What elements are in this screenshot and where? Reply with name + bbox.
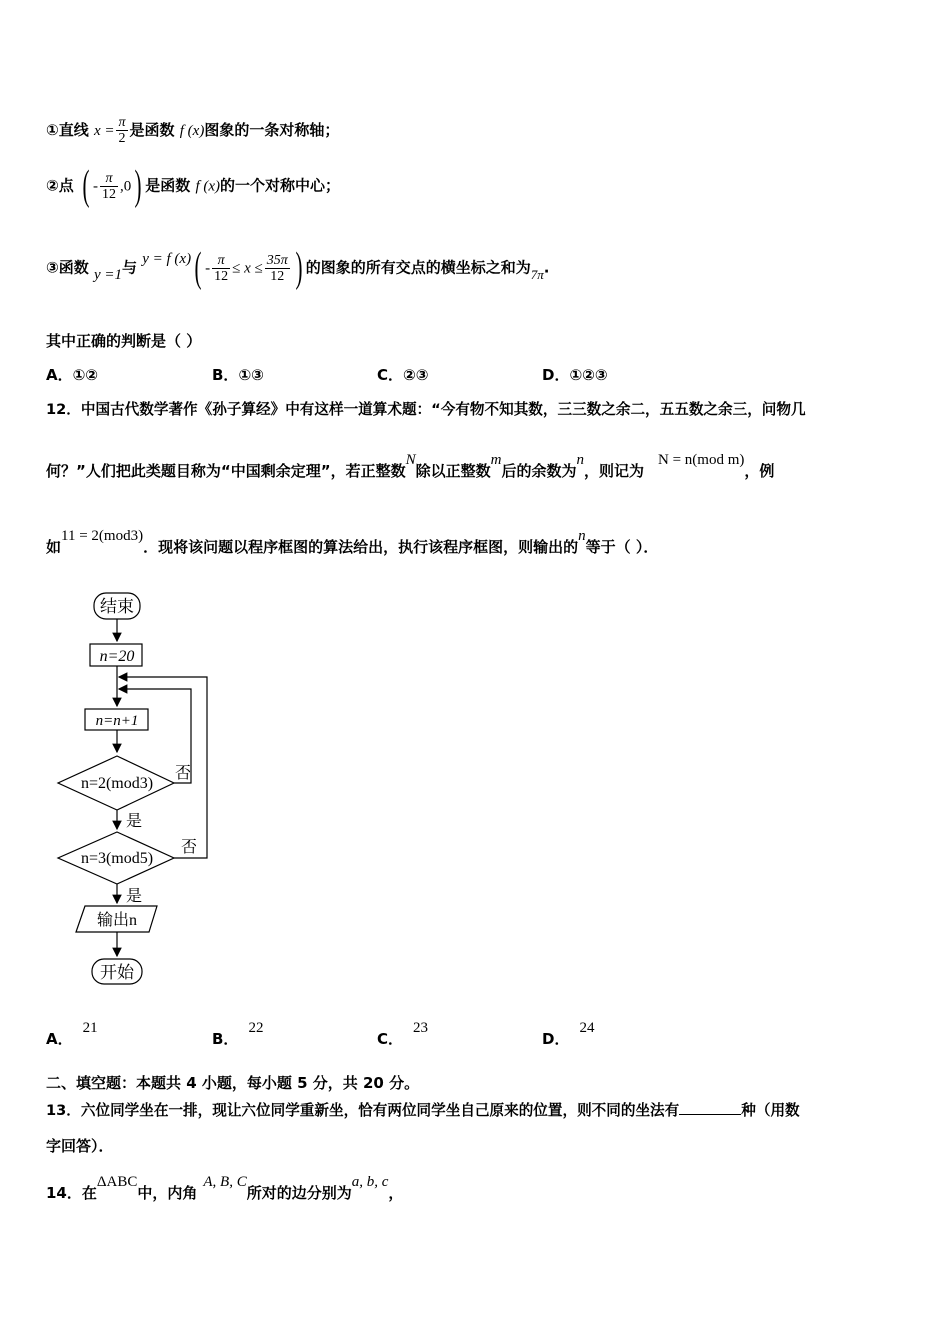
q12-option-b[interactable]: B．22 (212, 1020, 264, 1048)
q11-question: 其中正确的判断是（ ） (46, 332, 202, 350)
no-label-1: 否 (175, 765, 192, 782)
q12-line-3: 如11 = 2(mod3)．现将该问题以程序框图的算法给出，执行该程序框图，则输出的n等于（ ）． (46, 528, 659, 556)
q13-line-1: 13．六位同学坐在一排，现让六位同学重新坐，恰有两位同学坐自己原来的位置，则不同的坐法有 种（用数 (46, 1102, 800, 1119)
increment-label: n=n+1 (95, 713, 139, 729)
q11-option-a[interactable]: A．①② (46, 366, 99, 384)
q13-line-2: 字回答）． (46, 1137, 114, 1155)
start-label: 结束 (100, 597, 134, 616)
left-paren: ( (82, 163, 90, 209)
statement-1: ①直线 x = $\frac{\pi}{2}$ 是函数 f (x)图象的一条对称轴； (46, 115, 340, 146)
statement-2: ②点 ( - $\frac{\pi}{12}$ ,0) 是函数 f (x)的一个对称中心； (46, 163, 341, 209)
q11-option-b[interactable]: B．①③ (212, 366, 264, 384)
q12-line-2: 何？”人们把此类题目称为“中国剩余定理”，若正整数N除以正整数m后的余数为n，则记为N = n(mod m)，例 (46, 452, 775, 480)
q11-option-d[interactable]: D．①②③ (542, 366, 608, 384)
answer-blank[interactable] (679, 1100, 741, 1115)
statement-3: ③函数 y =1与 y = f (x)( - $\frac{\pi}{12}$ ≤ x ≤ $\frac{35\pi}{12}$ ) 的图象的所有交点的横坐标之和为7π. (46, 245, 550, 291)
yes-label-1: 是 (126, 813, 143, 830)
fraction-pi-2: $\frac{\pi}{2}$ (118, 115, 126, 146)
q12-option-c[interactable]: C．23 (377, 1020, 429, 1048)
loop-back-line-2 (119, 677, 207, 858)
q14-line: 14．在ΔABC中，内角A, B, C所对的边分别为a, b, c， (46, 1174, 404, 1202)
init-label: n=20 (99, 648, 135, 665)
q11-option-c[interactable]: C．②③ (377, 366, 429, 384)
section-2-heading: 二、填空题：本题共 4 小题，每小题 5 分，共 20 分。 (46, 1074, 420, 1092)
q12-option-a[interactable]: A．21 (46, 1020, 98, 1048)
marker-3: ③ (46, 258, 59, 277)
marker-2: ② (46, 176, 59, 195)
flowchart (50, 588, 240, 988)
cond1-label: n=2(mod3) (80, 775, 154, 792)
q12-option-d[interactable]: D．24 (542, 1020, 595, 1048)
marker-1: ① (46, 121, 59, 139)
right-paren: ) (134, 163, 142, 209)
output-label: 输出n (96, 912, 138, 929)
yes-label-2: 是 (126, 888, 143, 905)
no-label-2: 否 (181, 839, 198, 856)
cond2-label: n=3(mod5) (80, 850, 154, 867)
end-label: 开始 (100, 963, 134, 982)
fraction-pi-12: $\frac{\pi}{12}$ (101, 170, 116, 202)
q12-line-1: 12．中国古代数学著作《孙子算经》中有这样一道算术题：“今有物不知其数，三三数之余二，五五数之余三，问物几 (46, 401, 806, 418)
